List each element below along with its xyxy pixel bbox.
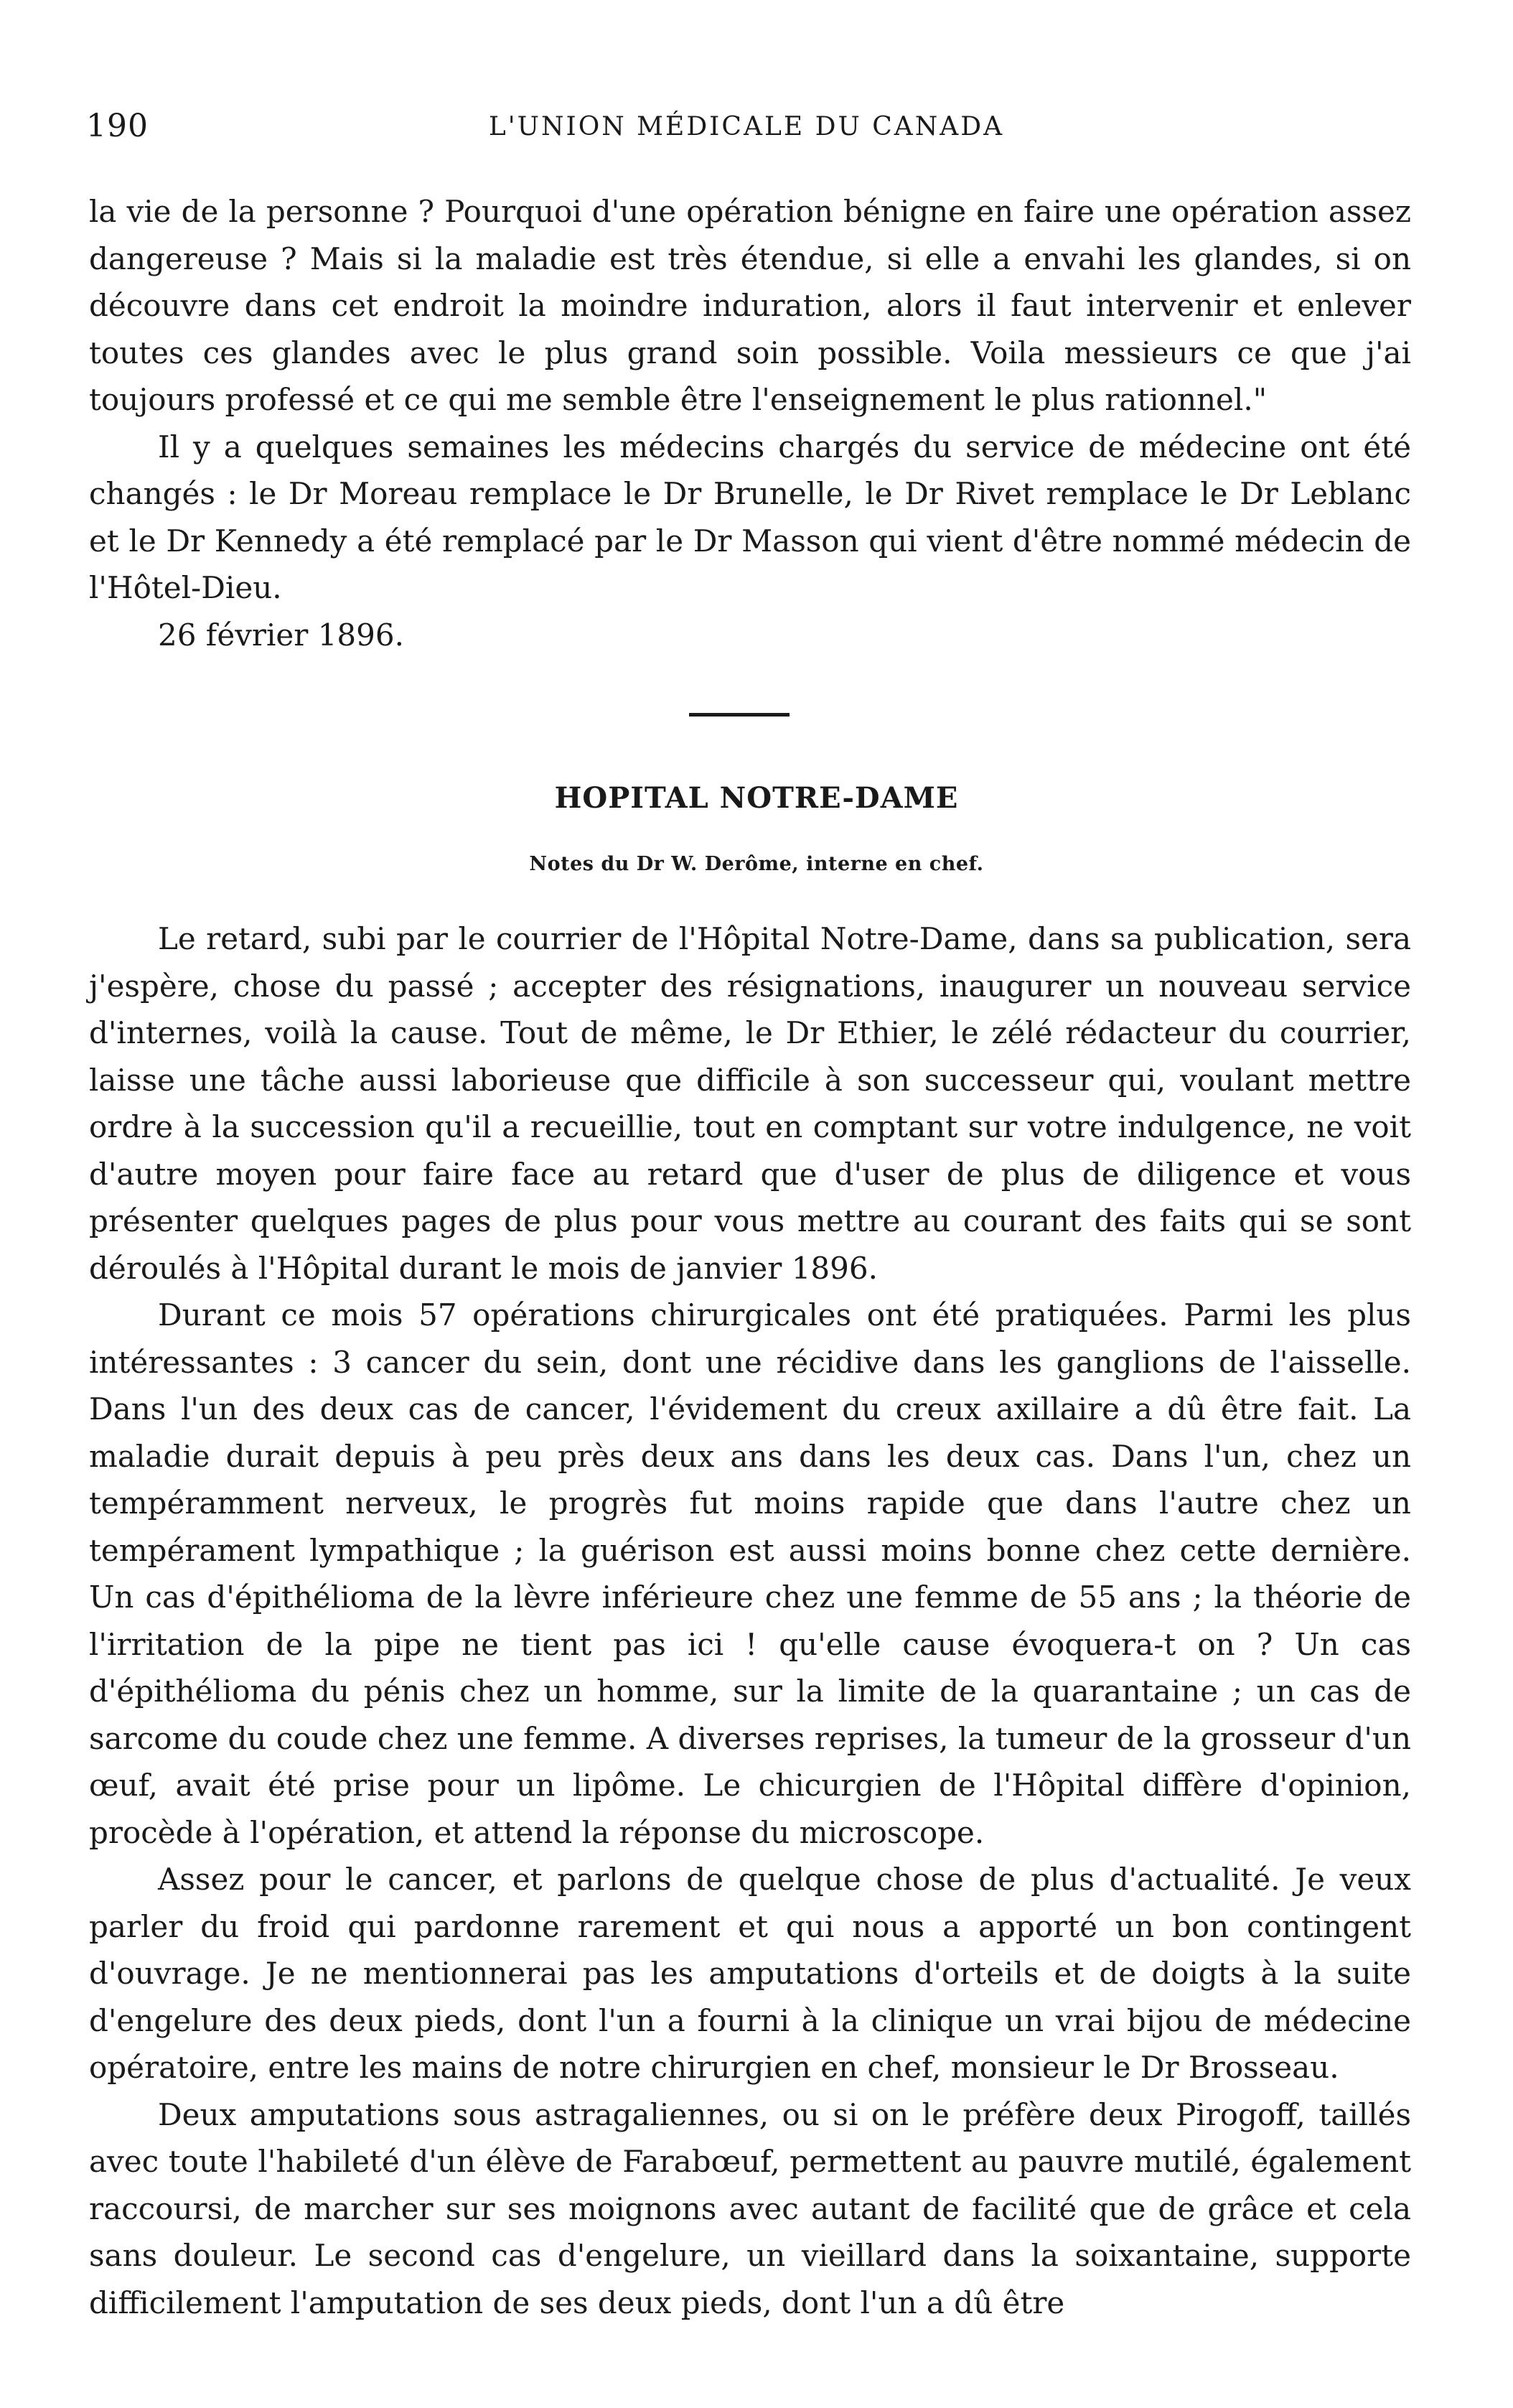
running-head — [86, 108, 1407, 151]
section-divider — [689, 713, 790, 717]
paragraph-delay: Le retard, subi par le courrier de l'Hôpital Notre-Dame, dans sa publication, sera j'espère, chose du passé ; accepter des résignations, inaugurer un nouveau service d'internes, voilà la cause. Tout de même, le Dr Ethier, le zélé rédacteur du courrier, laisse une tâche aussi laborieuse que difficile à son successeur qui, voulant mettre ordre à la succession qu'il a recueillie, tout en comptant sur votre indulgence, ne voit d'autre moyen pour faire face au retard que d'user de plus de diligence et vous présenter quelques pages de plus pour vous mettre au courant des faits qui se sont déroulés à l'Hôpital durant le mois de janvier 1896. — [89, 921, 1411, 1286]
paragraph-service-change: Il y a quelques semaines les médecins chargés du service de médecine ont été changés : le Dr Moreau remplace le Dr Brunelle, le Dr Rivet remplace le Dr Leblanc et le Dr Kennedy a été remplacé par le Dr Masson qui vient d'être nommé médecin de l'Hôtel-Dieu. — [89, 429, 1411, 605]
page-number: 190 — [86, 108, 149, 144]
section-subtitle: Notes du Dr W. Derôme, interne en chef. — [529, 853, 984, 875]
paragraph-continuation: la vie de la personne ? Pourquoi d'une opération bénigne en faire une opération assez dangereuse ? Mais si la maladie est très étendue, si elle a envahi les glandes, si on découvre dans cet endroit la moindre induration, alors il faut intervenir et enlever toutes ces glandes avec le plus grand soin possible. Voila messieurs ce que j'ai toujours professé et ce qui me semble être l'enseignement le plus rationnel." — [89, 194, 1411, 417]
paragraph-amputations: Deux amputations sous astragaliennes, ou si on le préfère deux Pirogoff, taillés avec toute l'habileté d'un élève de Farabœuf, permettent au pauvre mutilé, également raccoursi, de marcher sur ses moignons avec autant de facilité que de grâce et cela sans douleur. Le second cas d'engelure, un vieillard dans la soixantaine, supporte difficilement l'amputation de ses deux pieds, dont l'un a dû être — [89, 2096, 1411, 2320]
main-text-block — [89, 915, 1411, 2326]
date-line: 26 février 1896. — [158, 617, 404, 653]
journal-title: L'UNION MÉDICALE DU CANADA — [488, 112, 1005, 141]
paragraph-operations: Durant ce mois 57 opérations chirurgicales ont été pratiquées. Parmi les plus intéressantes : 3 cancer du sein, dont une récidive dans les ganglions de l'aisselle. Dans l'un des deux cas de cancer, l'évidement du creux axillaire a dû être fait. La maladie durait depuis à peu près deux ans dans les deux cas. Dans l'un, chez un tempéramment nerveux, le progrès fut moins rapide que dans l'autre chez un tempérament lympathique ; la guérison est aussi moins bonne chez cette dernière. Un cas d'épithélioma de la lèvre inférieure chez une femme de 55 ans ; la théorie de l'irritation de la pipe ne tient pas ici ! qu'elle cause évoquera-t on ? Un cas d'épithélioma du pénis chez un homme, sur la limite de la quarantaine ; un cas de sarcome du coude chez une femme. A diverses reprises, la tumeur de la grosseur d'un œuf, avait été prise pour un lipôme. Le chicurgien de l'Hôpital diffère d'opinion, procède à l'opération, et attend la réponse du microscope. — [89, 1297, 1411, 1850]
paragraph-cold: Assez pour le cancer, et parlons de quelque chose de plus d'actualité. Je veux parler du froid qui pardonne rarement et qui nous a apporté un bon contingent d'ouvrage. Je ne mentionnerai pas les amputations d'orteils et de doigts à la suite d'engelure des deux pieds, dont l'un a fourni à la clinique un vrai bijou de médecine opératoire, entre les mains de notre chirurgien en chef, monsieur le Dr Brosseau. — [89, 1862, 1411, 2085]
section-title: HOPITAL NOTRE-DAME — [554, 781, 959, 815]
top-text-block — [89, 188, 1411, 658]
